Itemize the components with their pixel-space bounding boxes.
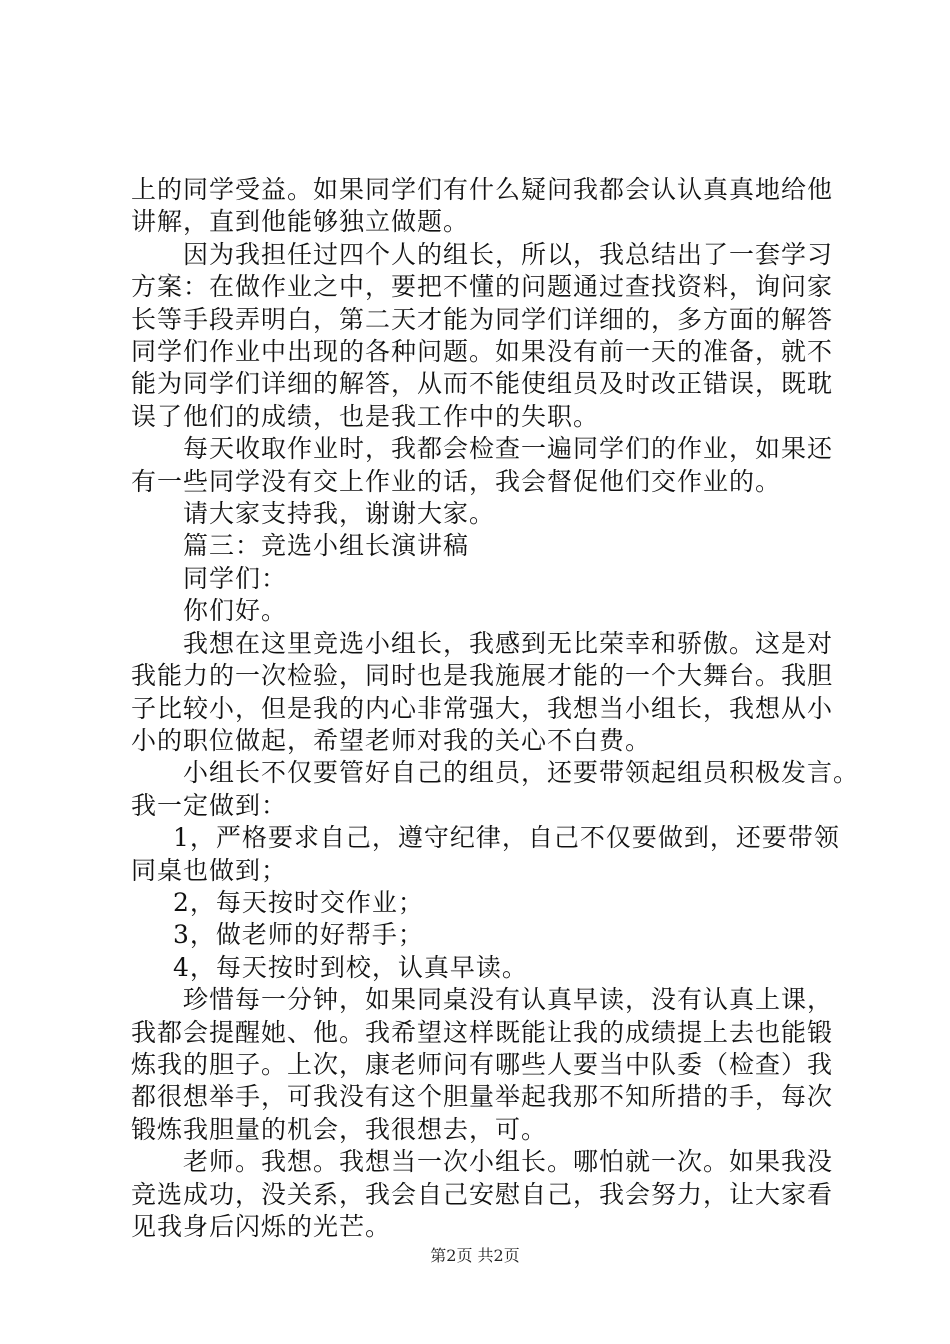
text-line: 每天收取作业时，我都会检查一遍同学们的作业，如果还 [183,434,834,464]
text-line: 同学们作业中出现的各种问题。如果没有前一天的准备，就不 [131,337,834,367]
text-line: 我都会提醒她、他。我希望这样既能让我的成绩提上去也能锻 [131,1017,834,1047]
text-line: 因为我担任过四个人的组长，所以，我总结出了一套学习 [183,239,834,269]
text-line: 能为同学们详细的解答，从而不能使组员及时改正错误，既耽 [131,369,834,399]
text-line: 都很想举手，可我没有这个胆量举起我那不知所措的手，每次 [131,1082,834,1112]
text-line: 子比较小，但是我的内心非常强大，我想当小组长，我想从小 [131,693,834,723]
page-footer: 第2页 共2页 [430,1246,520,1265]
list-item: 2，每天按时交作业； [173,887,424,917]
salutation: 同学们： [183,563,288,593]
list-item: 4，每天按时到校，认真早读。 [173,952,528,982]
section-heading: 篇三：竞选小组长演讲稿 [183,531,470,561]
text-line: 锻炼我胆量的机会，我很想去，可。 [131,1114,548,1144]
text-line: 珍惜每一分钟，如果同桌没有认真早读，没有认真上课， [183,985,834,1015]
text-line: 讲解，直到他能够独立做题。 [131,207,470,237]
greeting: 你们好。 [183,596,288,626]
text-line: 小组长不仅要管好自己的组员，还要带领起组员积极发言。 [183,758,860,788]
text-line: 见我身后闪烁的光芒。 [131,1212,392,1241]
text-line: 误了他们的成绩，也是我工作中的失职。 [131,401,600,431]
list-item: 1，严格要求自己，遵守纪律，自己不仅要做到，还要带领 [173,823,840,853]
text-line: 请大家支持我，谢谢大家。 [183,499,496,529]
text-line: 上的同学受益。如果同学们有什么疑问我都会认认真真地给他 [131,175,834,204]
text-line: 竞选成功，没关系，我会自己安慰自己，我会努力，让大家看 [131,1179,834,1209]
text-line: 小的职位做起，希望老师对我的关心不白费。 [131,725,652,755]
text-line: 同桌也做到； [131,855,288,885]
list-item: 3，做老师的好帮手； [173,920,424,950]
text-line: 方案：在做作业之中，要把不懂的问题通过查找资料，询问家 [131,272,834,302]
text-line: 炼我的胆子。上次，康老师问有哪些人要当中队委（检查）我 [131,1049,834,1079]
text-line: 我一定做到： [131,790,288,820]
document-body [131,174,860,1243]
text-line: 我能力的一次检验，同时也是我施展才能的一个大舞台。我胆 [131,661,834,691]
text-line: 长等手段弄明白，第二天才能为同学们详细的，多方面的解答 [131,304,834,334]
text-line: 有一些同学没有交上作业的话，我会督促他们交作业的。 [131,466,782,496]
text-line: 我想在这里竞选小组长，我感到无比荣幸和骄傲。这是对 [183,628,834,658]
text-line: 老师。我想。我想当一次小组长。哪怕就一次。如果我没 [183,1147,834,1177]
